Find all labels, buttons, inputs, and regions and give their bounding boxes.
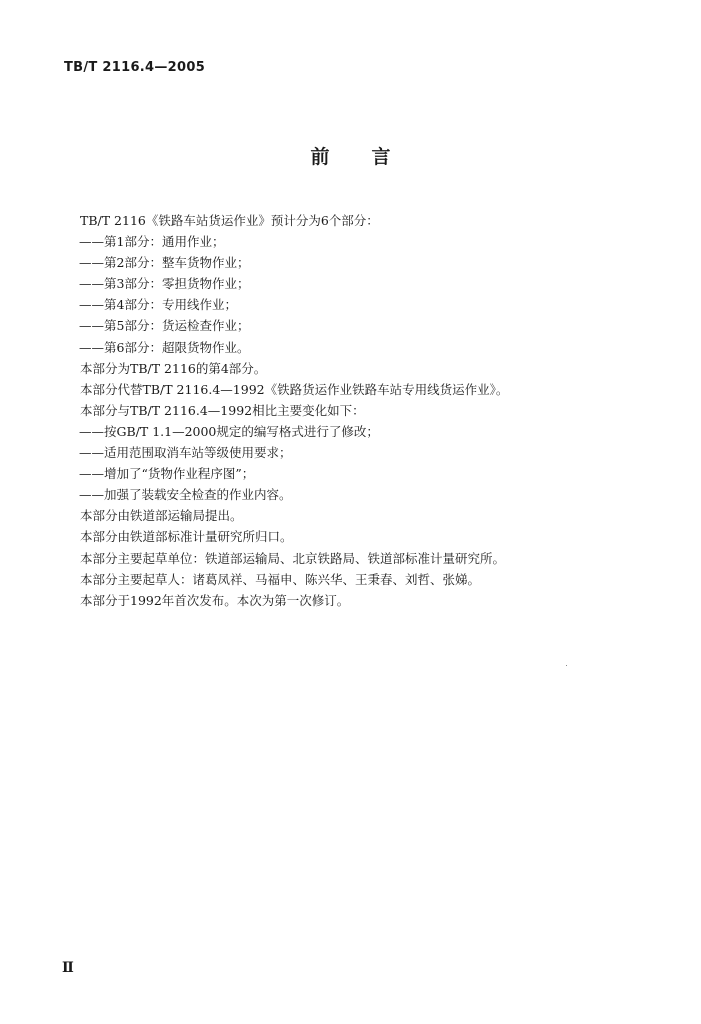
paragraph-line: 本部分于1992年首次发布。本次为第一次修订。 <box>80 592 350 608</box>
paragraph-line: ——增加了“货物作业程序图”； <box>79 466 255 482</box>
paragraph-line: ——第1部分：通用作业； <box>79 234 225 250</box>
paragraph-line: 本部分为TB/T 2116的第4部分。 <box>80 360 267 376</box>
standard-code: TB/T 2116.4—2005 <box>64 60 206 75</box>
paragraph-line: 本部分与TB/T 2116.4—1992相比主要变化如下： <box>80 402 365 418</box>
paragraph-line: 本部分代替TB/T 2116.4—1992《铁路货运作业铁路车站专用线货运作业》。 <box>80 381 509 397</box>
foreword-body <box>80 210 640 611</box>
scan-speck <box>566 665 567 666</box>
paragraph-line: 本部分主要起草人：诸葛凤祥、马福申、陈兴华、王秉春、刘哲、张娣。 <box>80 571 481 587</box>
paragraph-line: TB/T 2116《铁路车站货运作业》预计分为6个部分： <box>80 213 379 228</box>
paragraph-line: ——第4部分：专用线作业； <box>79 297 237 313</box>
paragraph-line: 本部分由铁道部标准计量研究所归口。 <box>80 529 293 545</box>
paragraph-line: ——加强了装载安全检查的作业内容。 <box>79 487 292 503</box>
paragraph-line: ——第2部分：整车货物作业； <box>79 255 250 271</box>
paragraph-line: 本部分由铁道部运输局提出。 <box>80 508 243 524</box>
paragraph-line: ——适用范围取消车站等级使用要求； <box>79 445 292 461</box>
paragraph-line: ——第3部分：零担货物作业； <box>79 276 250 292</box>
paragraph-line: ——按GB/T 1.1—2000规定的编写格式进行了修改； <box>79 423 379 439</box>
page-title: 前言 <box>310 146 433 168</box>
paragraph-line: ——第6部分：超限货物作业。 <box>79 339 250 355</box>
paragraph-line: ——第5部分：货运检查作业； <box>79 318 250 334</box>
page-number: Ⅱ <box>62 960 74 976</box>
paragraph-line: 本部分主要起草单位：铁道部运输局、北京铁路局、铁道部标准计量研究所。 <box>80 550 506 566</box>
